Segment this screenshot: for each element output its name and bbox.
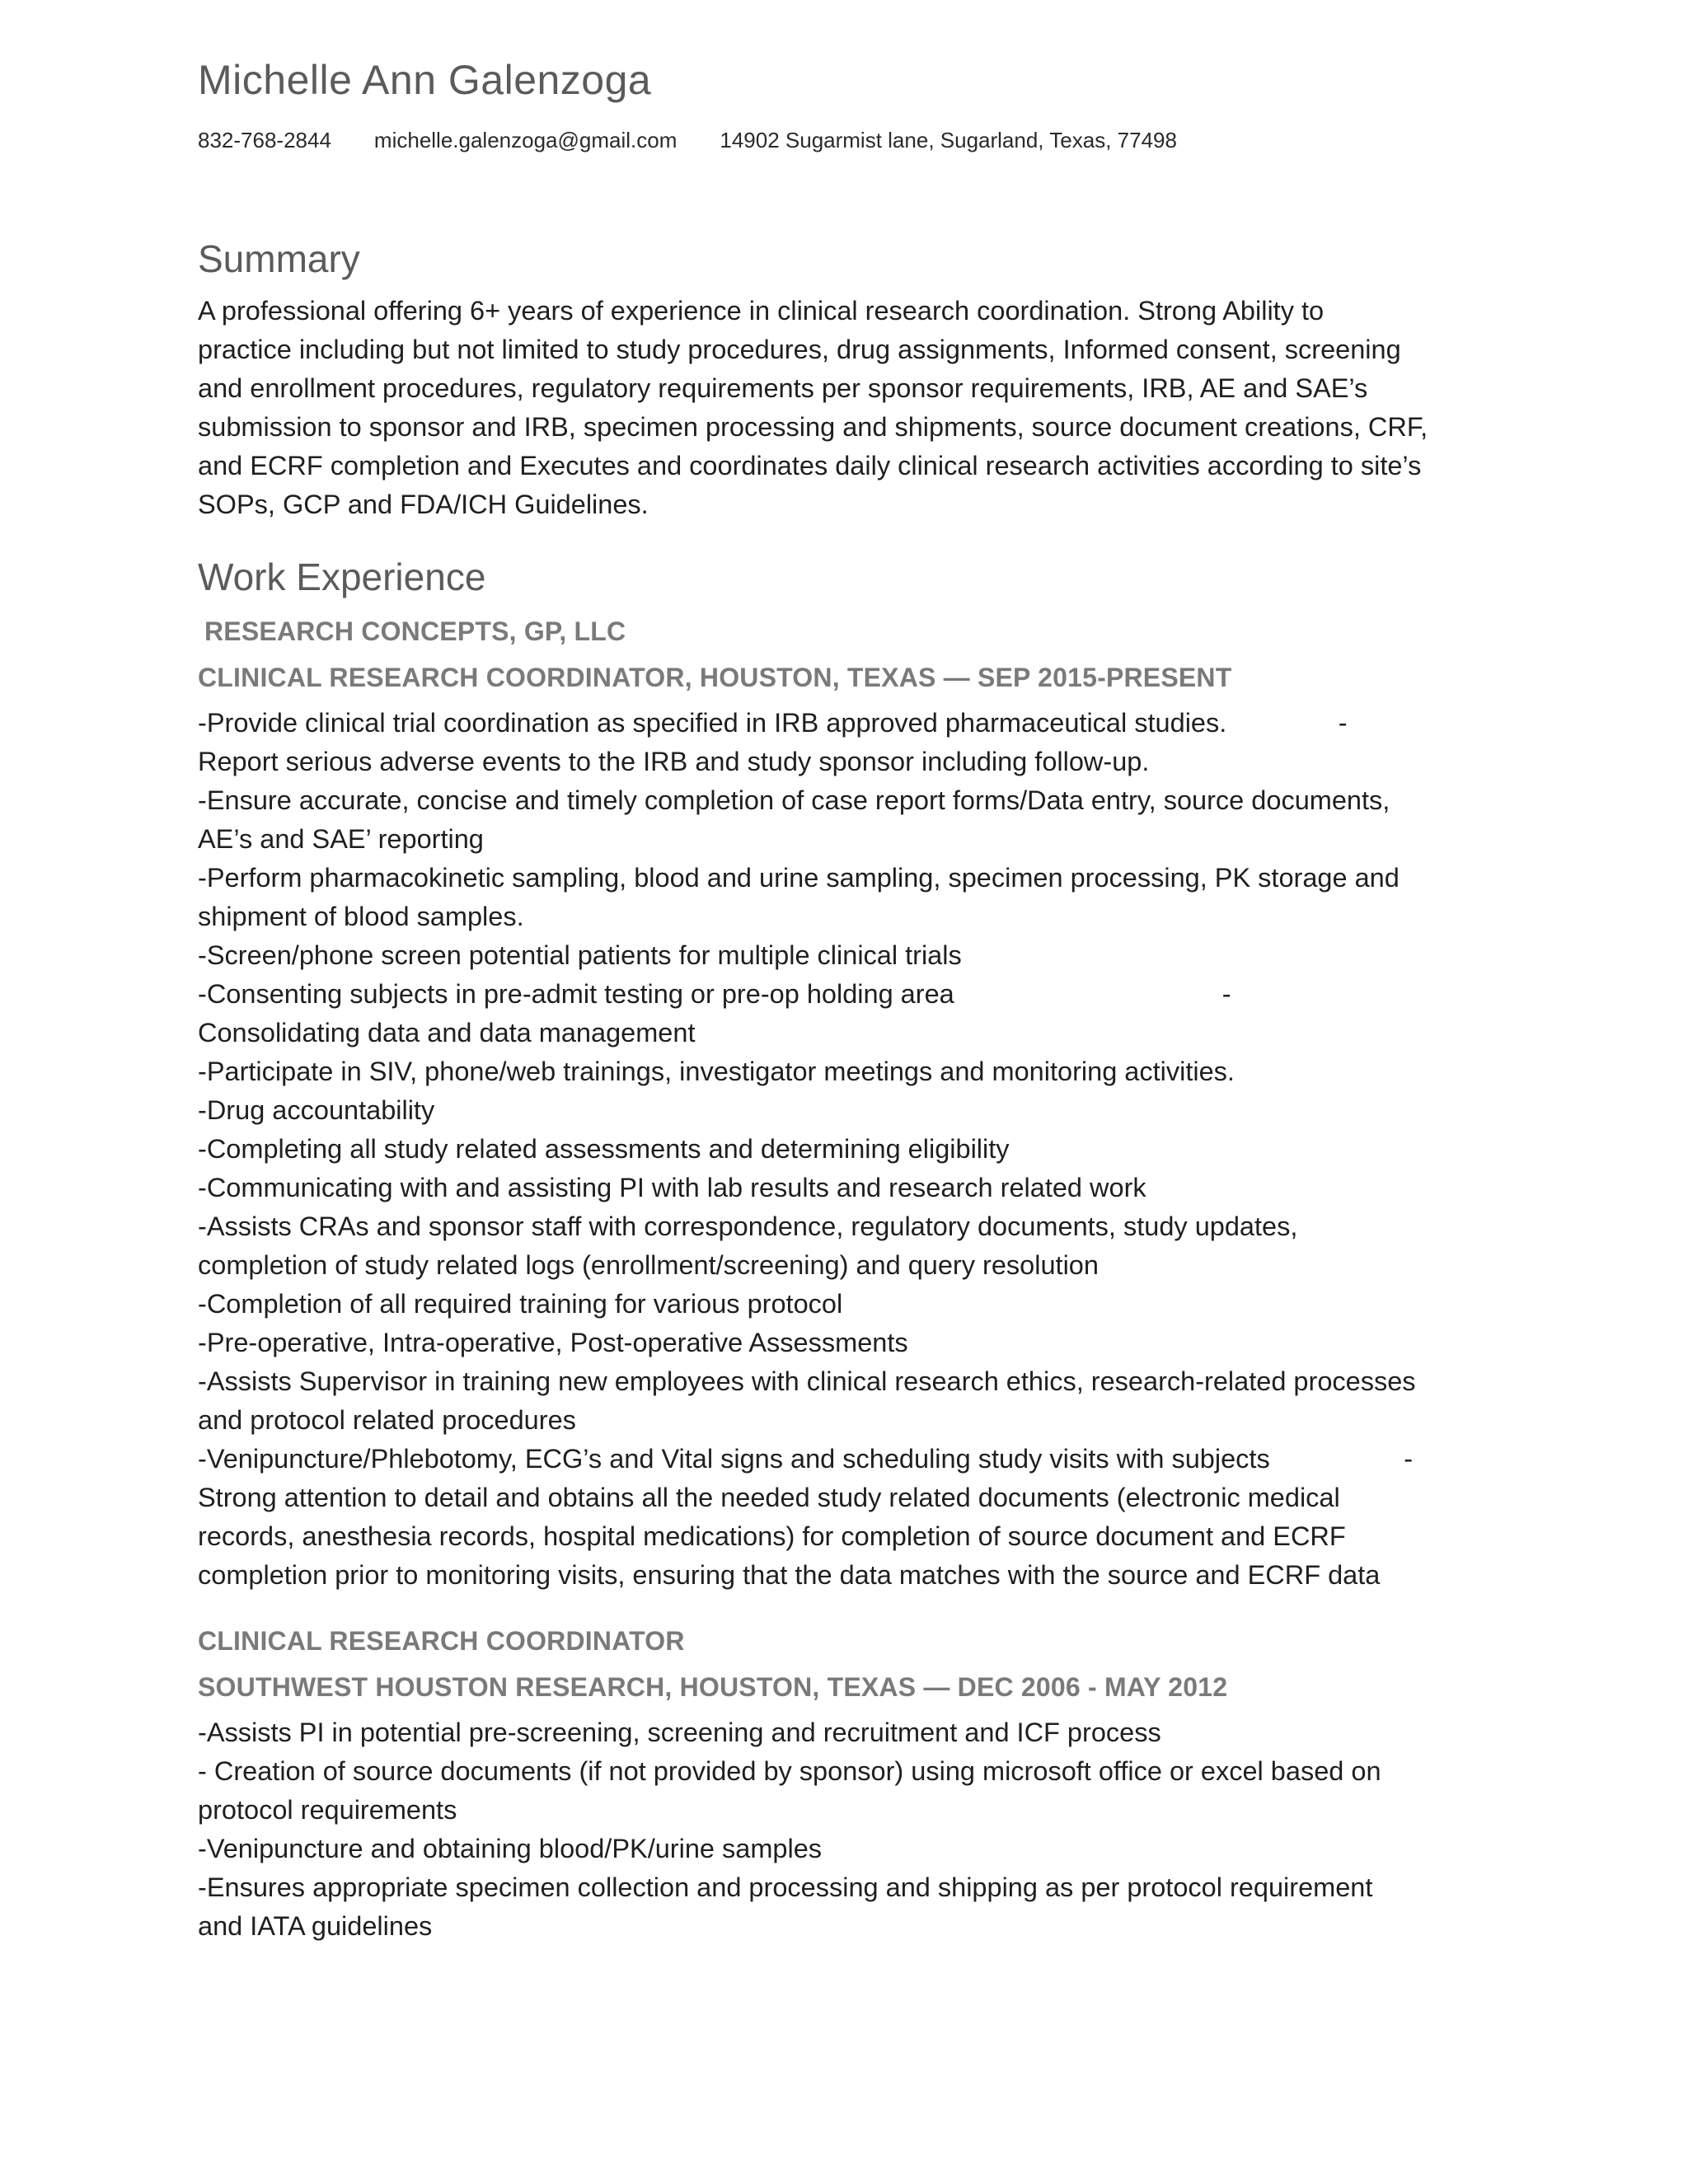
duty-line: -Venipuncture/Phlebotomy, ECG’s and Vital signs and scheduling study visits with subjects - [198,1444,1414,1474]
summary-line: and ECRF completion and Executes and coordinates daily clinical research activities according to site’s [198,451,1422,480]
home-address: 14902 Sugarmist lane, Sugarland, Texas, 77498 [720,128,1177,152]
duty-line: and IATA guidelines [198,1911,433,1941]
duty-line: AE’s and SAE’ reporting [198,824,484,854]
duty-line: -Completing all study related assessments and determining eligibility [198,1134,1010,1164]
duty-line: completion of study related logs (enrollment/screening) and query resolution [198,1250,1099,1280]
duty-line: -Ensure accurate, concise and timely completion of case report forms/Data entry, source documents, [198,785,1390,815]
summary-line: A professional offering 6+ years of experience in clinical research coordination. Strong Ability to [198,296,1325,326]
duty-line: -Ensures appropriate specimen collection and processing and shipping as per protocol requirement [198,1872,1373,1902]
duty-line: -Consenting subjects in pre-admit testing or pre-op holding area - [198,979,1231,1009]
duty-line: records, anesthesia records, hospital medications) for completion of source document and ECRF [198,1521,1346,1551]
summary-line: and enrollment procedures, regulatory requirements per sponsor requirements, IRB, AE and SAE’s [198,373,1368,403]
summary-line: SOPs, GCP and FDA/ICH Guidelines. [198,490,649,519]
duty-line: -Completion of all required training for various protocol [198,1289,843,1319]
duty-line: Strong attention to detail and obtains all the needed study related documents (electronic medical [198,1483,1340,1512]
resume-page [198,51,1500,1946]
summary-line: submission to sponsor and IRB, specimen processing and shipments, source document creations, CRF, [198,412,1428,442]
duty-line: -Assists Supervisor in training new employees with clinical research ethics, research-related processes [198,1366,1416,1396]
duty-line: -Communicating with and assisting PI with lab results and research related work [198,1173,1146,1202]
phone-number: 832-768-2844 [198,128,331,152]
job-1-role-line: CLINICAL RESEARCH COORDINATOR, HOUSTON, TEXAS — SEP 2015-PRESENT [198,663,1232,692]
duty-line: Consolidating data and data management [198,1018,696,1047]
job-2-duties [198,1713,1500,1946]
job-1-company: RESEARCH CONCEPTS, GP, LLC [204,616,626,646]
duty-line: -Drug accountability [198,1095,435,1125]
job-2-role: CLINICAL RESEARCH COORDINATOR [198,1626,685,1656]
duty-line: -Screen/phone screen potential patients for multiple clinical trials [198,940,962,970]
duty-line: protocol requirements [198,1795,457,1825]
duty-line: -Perform pharmacokinetic sampling, blood and urine sampling, specimen processing, PK storage and [198,863,1400,893]
duty-line: -Venipuncture and obtaining blood/PK/urine samples [198,1834,823,1863]
candidate-name: Michelle Ann Galenzoga [198,57,652,103]
duty-line: - Creation of source documents (if not provided by sponsor) using microsoft office or excel based on [198,1756,1381,1786]
duty-line: completion prior to monitoring visits, ensuring that the data matches with the source and ECRF data [198,1560,1381,1590]
duty-line: -Pre-operative, Intra-operative, Post-operative Assessments [198,1328,908,1357]
duty-line: Report serious adverse events to the IRB and study sponsor including follow-up. [198,747,1150,776]
duty-line: -Assists CRAs and sponsor staff with correspondence, regulatory documents, study updates, [198,1212,1298,1241]
summary-heading: Summary [198,237,360,280]
job-2-company-line: SOUTHWEST HOUSTON RESEARCH, HOUSTON, TEXAS — DEC 2006 - MAY 2012 [198,1672,1228,1702]
work-experience-heading: Work Experience [198,555,486,598]
contact-line [198,125,1500,155]
duty-line: and protocol related procedures [198,1405,576,1435]
duty-line: -Assists PI in potential pre-screening, screening and recruitment and ICF process [198,1718,1161,1747]
email-address: michelle.galenzoga@gmail.com [373,128,678,152]
duty-line: -Participate in SIV, phone/web trainings, investigator meetings and monitoring activities. [198,1057,1235,1086]
duty-line: shipment of blood samples. [198,902,524,931]
job-1-duties [198,704,1500,1595]
duty-line: -Provide clinical trial coordination as specified in IRB approved pharmaceutical studies. - [198,708,1348,738]
summary-paragraph [198,292,1500,524]
summary-line: practice including but not limited to study procedures, drug assignments, Informed consent, screening [198,335,1401,364]
